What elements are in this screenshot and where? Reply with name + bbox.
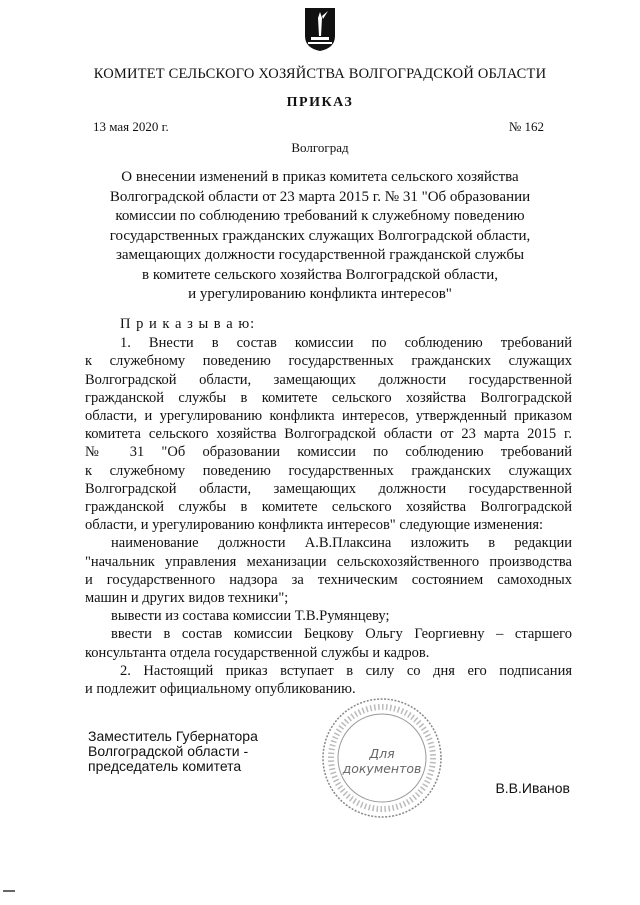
body-line: Волгоградской области, замещающих должности государственной [85,371,572,388]
document-title [95,168,545,305]
signer-position-line: председатель комитета [88,758,242,774]
document-body [85,315,572,698]
title-line: замещающих должности государственной гражданской службы [115,247,525,263]
title-line: в комитете сельского хозяйства Волгоградской области, [142,266,498,283]
body-line: вывести из состава комиссии Т.В.Румянцеву; [111,608,390,625]
body-line: 2. Настоящий приказ вступает в силу со дня его подписания [120,662,572,679]
body-line: комитета сельского хозяйства Волгоградской области от 23 марта 2015 г. [85,426,572,443]
body-line: области, и урегулированию конфликта интересов" следующие изменения: [85,517,544,534]
body-line: наименование должности А.В.Плаксина изложить в редакции [111,535,572,552]
document-city: Волгоград [291,140,349,155]
body-line: гражданской службы в комитете сельского хозяйства Волгоградской [85,389,572,406]
body-line: 1. Внести в состав комиссии по соблюдению требований [120,335,572,352]
title-line: комиссии по соблюдению требований к служебному поведению [115,208,525,224]
body-line: машин и других видов техники"; [85,590,289,607]
title-line: О внесении изменений в приказ комитета сельского хозяйства [121,169,519,185]
body-line: области, и урегулированию конфликта интересов, утвержденный приказом [85,408,572,425]
document-type: ПРИКАЗ [286,95,354,110]
body-line: Волгоградской области, замещающих должности государственной [85,480,572,497]
body-line: "начальник управления механизации сельскохозяйственного производства [85,553,572,570]
coat-of-arms-emblem [303,6,337,52]
body-line: консультанта отдела государственной службы и кадров. [85,644,430,661]
body-line: к служебному поведению государственных гражданских служащих [85,462,572,479]
title-line: и урегулированию конфликта интересов" [188,286,452,302]
body-line: к служебному поведению государственных гражданских служащих [85,353,572,370]
body-line: гражданской службы в комитете сельского хозяйства Волгоградской [85,499,572,516]
title-line: государственных гражданских служащих Волгоградской области, [109,227,531,244]
document-date: 13 мая 2020 г. [93,119,169,134]
title-line: Волгоградской области от 23 марта 2015 г. № 31 "Об образовании [109,188,531,205]
body-line: № 31 "Об образовании комиссии по соблюдению требований [85,444,572,461]
order-word: П р и к а з ы в а ю: [120,316,256,332]
document-number: № 162 [508,119,544,134]
signer-position-line: Волгоградской области - [88,743,249,759]
body-line: и подлежит официальному опубликованию. [85,681,356,698]
body-line: и государственного надзора за техническим состоянием самоходных [85,571,572,588]
signer-name: В.В.Иванов [495,780,570,796]
signer-position [88,729,258,774]
stamp-label: Для документов [342,746,422,776]
body-line: ввести в состав комиссии Бецкову Ольгу Георгиевну – старшего [111,626,572,643]
scan-mark [2,888,16,894]
organization-name: КОМИТЕТ СЕЛЬСКОГО ХОЗЯЙСТВА ВОЛГОГРАДСКОЙ ОБЛАСТИ [93,66,547,82]
signer-position-line: Заместитель Губернатора [88,728,258,744]
